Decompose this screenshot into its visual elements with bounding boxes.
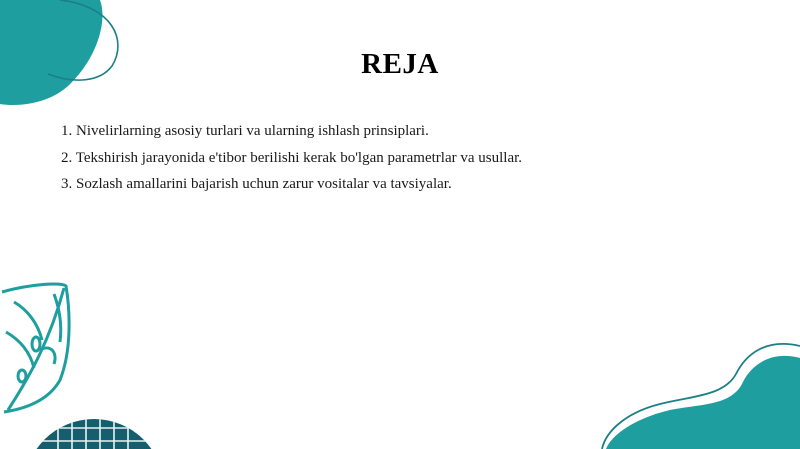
monstera-leaf-outline	[0, 280, 110, 420]
bottom-right-teal-blob	[600, 340, 800, 449]
grid-patterned-circle	[14, 414, 174, 449]
slide-title: REJA	[361, 48, 439, 80]
plan-item-3: 3. Sozlash amallarini bajarish uchun zarur vositalar va tavsiyalar.	[61, 176, 452, 192]
plan-list	[61, 121, 741, 201]
plan-item-2: 2. Tekshirish jarayonida e'tibor berilishi kerak bo'lgan parametrlar va usullar.	[61, 149, 523, 166]
plan-item-1: 1. Nivelirlarning asosiy turlari va ularning ishlash prinsiplari.	[61, 123, 429, 139]
